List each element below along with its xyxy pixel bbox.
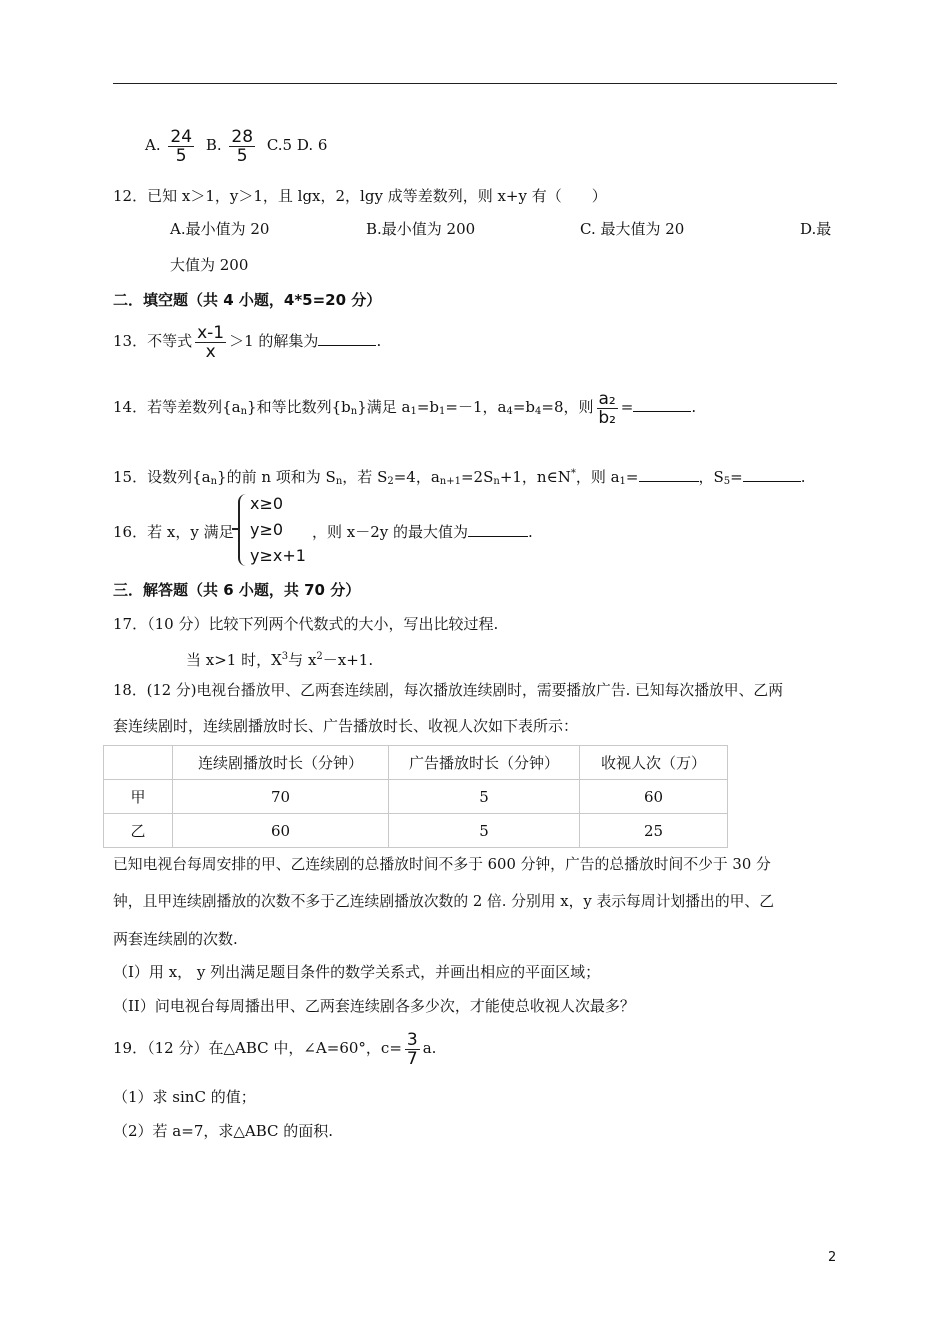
constraint-1: x≥0: [250, 494, 284, 513]
fraction-numerator: x-1: [197, 322, 225, 343]
table-header-cell: 连续剧播放时长（分钟）: [173, 746, 389, 780]
subscript: n: [335, 476, 343, 487]
period: .: [800, 468, 806, 486]
q19-fraction: [405, 1031, 420, 1068]
question-number: 13．: [113, 332, 148, 350]
q18-part-2: （II）问电视台每周播出甲、乙两套连续剧各多少次，才能使总收视人次最多？: [113, 997, 635, 1015]
answer-blank[interactable]: [468, 522, 528, 537]
table-header-cell: 广告播放时长（分钟）: [389, 746, 580, 780]
left-brace-icon: [238, 494, 248, 566]
q12-option-c: C. 最大值为 20: [580, 220, 685, 238]
subscript: n: [350, 406, 358, 417]
superscript: *: [570, 468, 576, 479]
question-text: =8，则: [541, 398, 594, 416]
q17-line-2: [186, 647, 373, 670]
question-text: （12 分）在△ABC 中，∠A=60°，c=: [147, 1039, 402, 1057]
question-text: ，则 a: [575, 468, 620, 486]
table-cell: 5: [389, 814, 580, 848]
fraction-denominator: 5: [236, 145, 248, 166]
question-text: }和等比数列{b: [247, 398, 351, 416]
table-header-cell: 收视人次（万）: [580, 746, 728, 780]
question-text: =b: [512, 398, 535, 416]
q16-prefix: [113, 522, 234, 542]
fraction-numerator: 24: [170, 126, 193, 147]
fraction-numerator: a₂: [598, 388, 616, 409]
question-text: }的前 n 项和为 S: [217, 468, 336, 486]
q11-option-b-fraction: [229, 128, 255, 165]
table-cell: 乙: [104, 814, 173, 848]
q18-line-1: 18．(12 分)电视台播放甲、乙两套连续剧，每次播放连续剧时，需要播放广告. 已知每次播放甲、乙两: [113, 682, 783, 699]
question-text: （10 分）比较下列两个代数式的大小，写出比较过程.: [147, 615, 499, 633]
table-row: [104, 780, 728, 814]
constraint-2: y≥0: [250, 520, 284, 539]
subscript: 4: [506, 406, 513, 417]
question-text: 设数列{a: [147, 468, 211, 486]
q12-stem: [113, 186, 607, 206]
q18-after-2: 钟，且甲连续剧播放的次数不多于乙连续剧播放次数的 2 倍. 分别用 x，y 表示每周计划播出的甲、乙: [113, 893, 775, 910]
fraction-numerator: 3: [406, 1029, 418, 1050]
q18-after-3: 两套连续剧的次数.: [113, 930, 238, 948]
q12-option-d-continued: 大值为 200: [170, 256, 249, 274]
fraction-numerator: 28: [231, 126, 254, 147]
question-number: 16．: [113, 523, 148, 541]
table-cell: 5: [389, 780, 580, 814]
subscript: n: [210, 476, 218, 487]
question-text: 与 x: [288, 651, 317, 669]
q11-option-a-fraction: [168, 128, 194, 165]
q14: [113, 388, 696, 431]
question-text: 不等式: [147, 332, 193, 350]
answer-blank-s5[interactable]: [743, 467, 801, 482]
q14-fraction: [597, 390, 618, 427]
table-cell: 25: [580, 814, 728, 848]
subscript: n+1: [439, 476, 461, 487]
page-number: 2: [828, 1250, 837, 1265]
table-cell: 60: [173, 814, 389, 848]
header-rule: [113, 83, 837, 84]
question-text: +1，n∈N: [499, 468, 571, 486]
q12-option-a: A.最小值为 20: [170, 220, 270, 238]
answer-blank-a1[interactable]: [639, 467, 699, 482]
question-text: =: [730, 468, 743, 486]
question-text: }满足 a: [357, 398, 411, 416]
question-text: 若等差数列{a: [147, 398, 241, 416]
question-number: 14．: [113, 398, 148, 416]
section-3-heading: 三．解答题（共 6 小题，共 70 分）: [113, 581, 361, 599]
answer-blank[interactable]: [318, 331, 376, 346]
subscript: 1: [439, 406, 446, 417]
question-text: ，若 S: [342, 468, 388, 486]
q19-part-2: （2）若 a=7，求△ABC 的面积.: [113, 1122, 334, 1140]
question-number: 12．: [113, 187, 148, 205]
fraction-denominator: 7: [406, 1048, 418, 1069]
q19-part-1: （1）求 sinC 的值；: [113, 1088, 256, 1106]
question-number: 17．: [113, 615, 148, 633]
question-text: a.: [422, 1039, 437, 1057]
section-2-heading: 二．填空题（共 4 小题，4*5=20 分）: [113, 291, 382, 309]
q18-data-table: [103, 745, 728, 848]
question-number: 19．: [113, 1039, 148, 1057]
constraint-3: y≥x+1: [250, 546, 306, 565]
question-number: 15．: [113, 468, 148, 486]
question-text: 若 x，y 满足: [147, 523, 234, 541]
subscript: 1: [410, 406, 417, 417]
q18-after-1: 已知电视台每周安排的甲、乙连续剧的总播放时间不多于 600 分钟，广告的总播放时间不少于 30 分: [113, 856, 771, 873]
question-text: =2S: [460, 468, 494, 486]
superscript: 3: [281, 651, 289, 662]
subscript: n: [240, 406, 248, 417]
q13-fraction: [195, 324, 226, 361]
q18-line-2: 套连续剧时，连续剧播放时长、广告播放时长、收视人次如下表所示：: [113, 717, 579, 735]
table-cell: 甲: [104, 780, 173, 814]
period: .: [376, 332, 382, 350]
q13: [113, 322, 381, 361]
subscript: 5: [723, 476, 731, 487]
question-text: =4，a: [393, 468, 440, 486]
q12-option-d: D.最: [800, 220, 832, 238]
q18-part-1: （I）用 x， y 列出满足题目条件的数学关系式，并画出相应的平面区域；: [113, 963, 601, 981]
q11-option-b-label: B.: [205, 136, 222, 154]
table-cell: 60: [580, 780, 728, 814]
question-text: 当 x>1 时，X: [186, 651, 282, 669]
question-text: =: [620, 398, 634, 416]
question-text: 已知 x＞1，y＞1，且 lgx，2，lgy 成等差数列，则 x+y 有（ ）: [147, 187, 607, 205]
question-text: ＞1 的解集为: [229, 332, 319, 350]
question-text: ，则 x－2y 的最大值为: [312, 523, 469, 541]
q15: [113, 464, 806, 492]
question-text: =b: [416, 398, 440, 416]
fraction-denominator: b₂: [598, 407, 616, 428]
superscript: 2: [316, 651, 323, 662]
subscript: n: [493, 476, 500, 487]
subscript: 1: [619, 476, 626, 487]
fraction-denominator: x: [205, 341, 216, 362]
question-text: －x+1.: [322, 651, 374, 669]
answer-blank[interactable]: [633, 397, 691, 412]
q12-option-b: B.最小值为 200: [366, 220, 476, 238]
brace-tip: [232, 528, 238, 530]
table-cell: 70: [173, 780, 389, 814]
q19-stem: [113, 1029, 436, 1068]
q11-option-cd: C.5 D. 6: [266, 136, 328, 154]
period: .: [691, 398, 697, 416]
fraction-denominator: 5: [175, 145, 187, 166]
q11-option-a-label: A.: [145, 136, 161, 154]
q16-suffix: [312, 522, 533, 542]
table-header-row: [104, 746, 728, 780]
table-header-cell: [104, 746, 173, 780]
question-text: ，S: [698, 468, 724, 486]
subscript: 4: [535, 406, 542, 417]
q17-stem: [113, 614, 498, 634]
question-text: =: [625, 468, 639, 486]
table-row: [104, 814, 728, 848]
subscript: 2: [387, 476, 394, 487]
question-text: =－1，a: [445, 398, 507, 416]
q11-options: [145, 125, 327, 165]
period: .: [528, 523, 533, 541]
